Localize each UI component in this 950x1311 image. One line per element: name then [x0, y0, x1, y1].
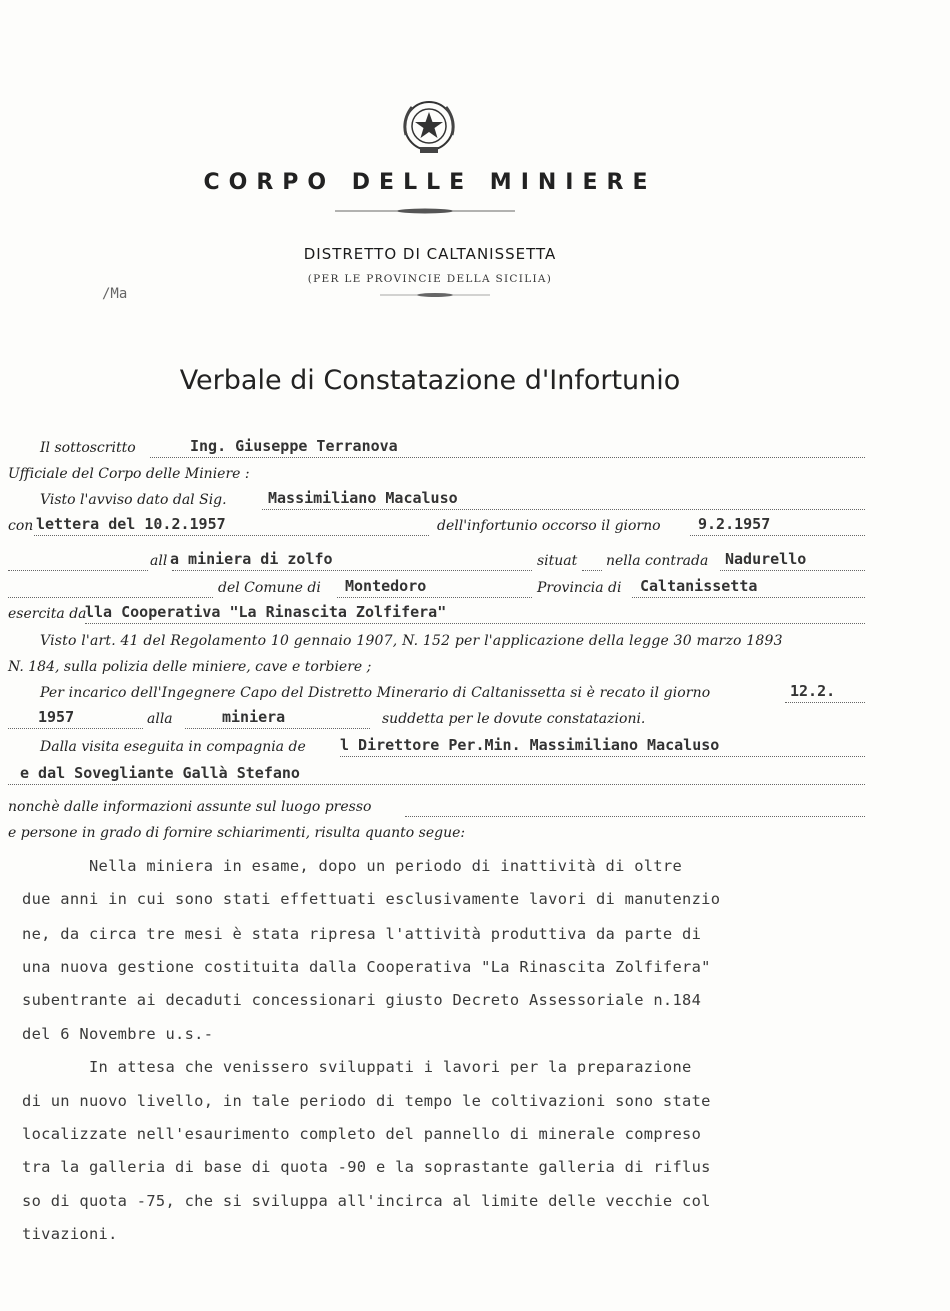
form-line-6: [0, 577, 950, 604]
regulation-text: Visto l'art. 41 del Regolamento 10 gennaio 1907, N. 152 per l'applicazione della legge 30 marzo 1893: [40, 633, 783, 649]
reporter-name: Massimiliano Macaluso: [268, 489, 458, 507]
label: e persone in grado di fornire schiarimenti, risulta quanto segue:: [8, 825, 466, 841]
form-line-14: [0, 799, 950, 823]
companion-2: e dal Sovegliante Gallà Stefano: [20, 764, 300, 782]
label: Per incarico dell'Ingegnere Capo del Distretto Minerario di Caltanissetta si è recato il giorno: [40, 685, 711, 701]
office-title: CORPO DELLE MINIERE: [203, 170, 657, 195]
operator-name: lla Cooperativa "La Rinascita Zolfifera": [85, 603, 447, 621]
label: Visto l'avviso dato dal Sig.: [40, 492, 227, 508]
province: Caltanissetta: [640, 577, 758, 595]
form-line-8: [0, 633, 950, 657]
form-line-7: [0, 603, 950, 630]
label: nella contrada: [606, 553, 709, 569]
body-line: Nella miniera in esame, dopo un periodo di inattività di oltre: [22, 857, 683, 875]
document-title: Verbale di Constatazione d'Infortunio: [179, 365, 681, 396]
regulation-text-cont: N. 184, sulla polizia delle miniere, cave e torbiere ;: [8, 659, 372, 675]
district-title: DISTRETTO DI CALTANISSETTA: [303, 245, 557, 263]
label: Il sottoscritto: [40, 440, 136, 456]
label: Dalla visita eseguita in compagnia de: [40, 739, 306, 755]
label: dell'infortunio occorso il giorno: [437, 518, 661, 534]
reference-code: /Ma: [102, 286, 128, 302]
form-line-12: [0, 736, 950, 763]
form-line-15: [0, 825, 950, 849]
ornament-divider: [335, 207, 515, 215]
body-line: subentrante ai decaduti concessionari giusto Decreto Assessoriale n.184: [22, 991, 702, 1009]
label: Ufficiale del Corpo delle Miniere :: [8, 466, 250, 482]
body-line: ne, da circa tre mesi è stata ripresa l'attività produttiva da parte di: [22, 925, 702, 943]
body-line: In attesa che venissero sviluppati i lavori per la preparazione: [22, 1058, 692, 1076]
form-line-4: [0, 515, 950, 542]
companion-1: l Direttore Per.Min. Massimiliano Macaluso: [340, 736, 720, 754]
form-line-13: [0, 764, 950, 791]
label: esercita da: [8, 606, 87, 622]
accident-date: 9.2.1957: [698, 515, 771, 533]
body-line: tivazioni.: [22, 1225, 118, 1243]
form-line-3: [0, 489, 950, 516]
ornament-divider-small: [380, 292, 490, 298]
label: del Comune di: [218, 580, 321, 596]
inspection-year: 1957: [38, 708, 75, 726]
body-line: localizzate nell'esaurimento completo del pannello di minerale compreso: [22, 1125, 702, 1143]
body-line: due anni in cui sono stati effettuati esclusivamente lavori di manutenzio: [22, 890, 721, 908]
body-line: una nuova gestione costituita dalla Cooperativa "La Rinascita Zolfifera": [22, 958, 711, 976]
body-line: tra la galleria di base di quota -90 e la soprastante galleria di riflus: [22, 1158, 711, 1176]
form-line-10: [0, 682, 950, 709]
notice-date: lettera del 10.2.1957: [36, 515, 226, 533]
label: nonchè dalle informazioni assunte sul luogo presso: [8, 799, 372, 815]
form-line-2: [0, 466, 950, 490]
signatory-name: Ing. Giuseppe Terranova: [190, 437, 398, 455]
form-line-11: [0, 708, 950, 735]
label: all: [150, 553, 168, 569]
inspection-date: 12.2.: [790, 682, 836, 700]
republic-emblem-icon: [398, 95, 460, 157]
province-subtitle: (PER LE PROVINCIE DELLA SICILIA): [307, 273, 553, 285]
label: suddetta per le dovute constatazioni.: [382, 711, 646, 727]
label: con: [8, 518, 34, 534]
form-line-9: [0, 659, 950, 683]
municipality: Montedoro: [345, 577, 427, 595]
label: situat: [537, 553, 578, 569]
label: Provincia di: [537, 580, 622, 596]
body-line: so di quota -75, che si sviluppa all'incirca al limite delle vecchie col: [22, 1192, 711, 1210]
form-line-1: [0, 437, 950, 464]
form-line-5: [0, 550, 950, 577]
body-line: del 6 Novembre u.s.-: [22, 1025, 214, 1043]
inspected-site: miniera: [222, 708, 286, 726]
body-line: di un nuovo livello, in tale periodo di tempo le coltivazioni sono state: [22, 1092, 711, 1110]
locality: Nadurello: [725, 550, 807, 568]
label: alla: [147, 711, 173, 727]
site-name: a miniera di zolfo: [170, 550, 333, 568]
